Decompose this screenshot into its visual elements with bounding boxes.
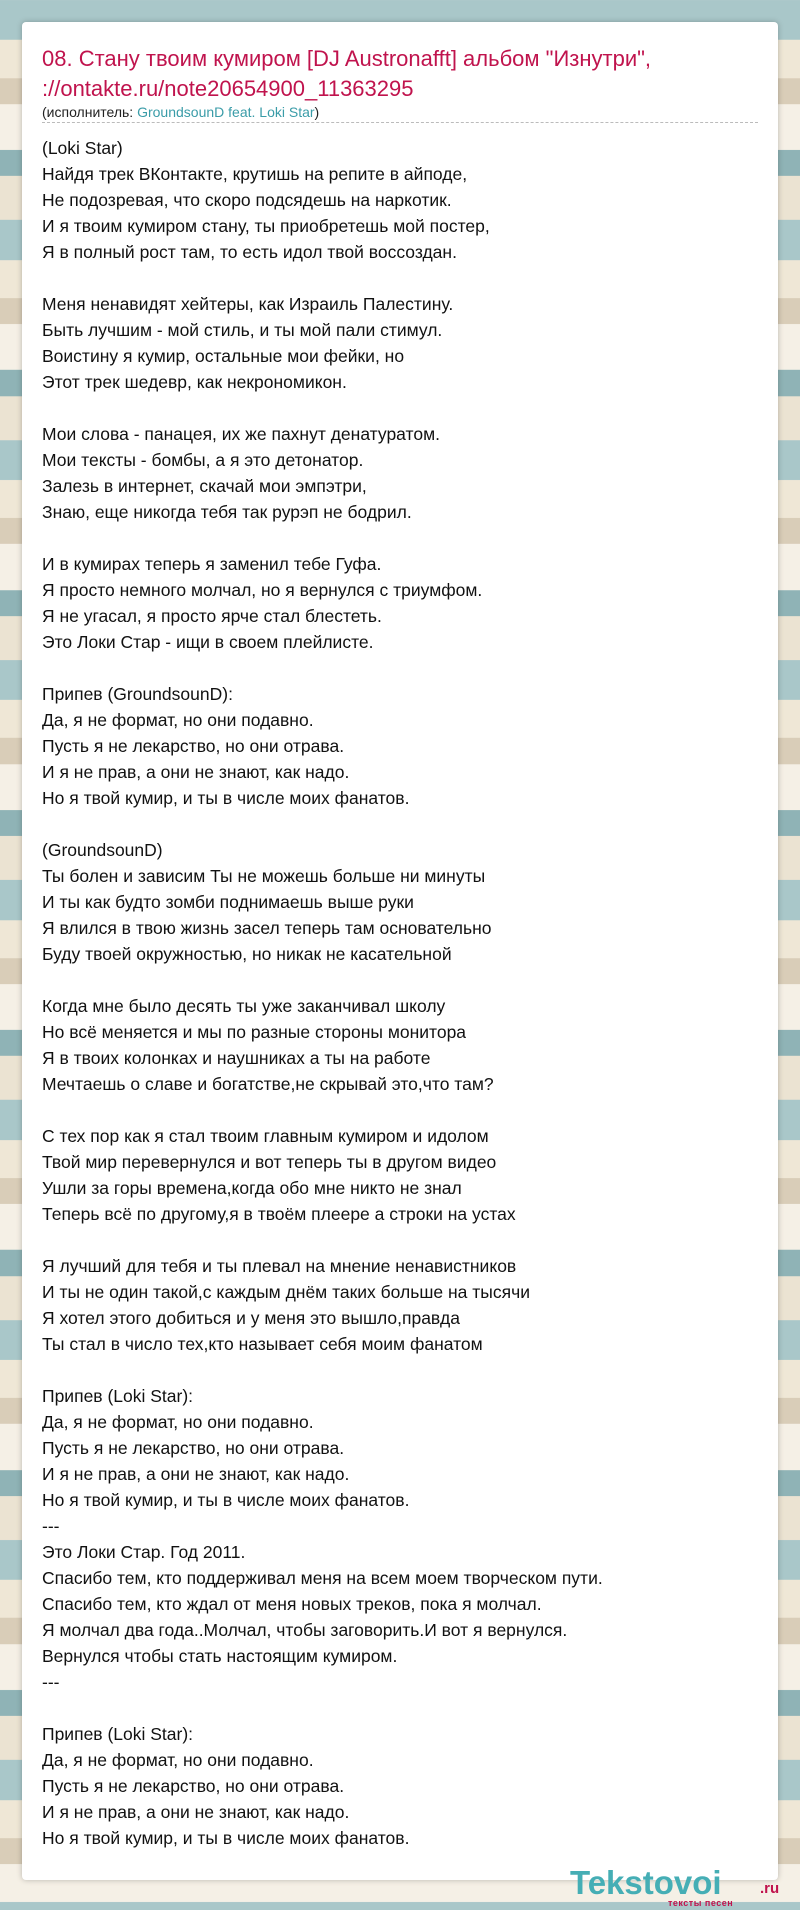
lyric-line: Я не угасал, я просто ярче стал блестеть. [42,606,382,626]
lyric-blank-line [42,655,758,681]
lyric-line: --- [42,1672,60,1692]
lyric-line: Знаю, еще никогда тебя так рурэп не бодрил. [42,502,412,522]
lyric-line: --- [42,1516,60,1536]
lyric-line: Это Локи Стар - ищи в своем плейлисте. [42,632,374,652]
lyric-line: (Loki Star) [42,138,123,158]
lyric-line: И ты не один такой,с каждым днём таких больше на тысячи [42,1282,530,1302]
title-divider [42,122,758,123]
lyric-line: Но всё меняется и мы по разные стороны монитора [42,1022,467,1042]
lyric-line: Да, я не формат, но они подавно. [42,710,314,730]
logo-domain: .ru [760,1880,780,1897]
lyric-line: Да, я не формат, но они подавно. [42,1750,314,1770]
lyric-line: Не подозревая, что скоро подсядешь на наркотик. [42,190,452,210]
lyric-blank-line [42,395,758,421]
lyric-line: Но я твой кумир, и ты в числе моих фанатов. [42,788,410,808]
lyric-blank-line [42,811,758,837]
lyric-line: Припев (GroundsounD): [42,684,233,704]
song-title: 08. Стану твоим кумиром [DJ Austronafft] альбом "Изнутри", ://ontakte.ru/note20654900_11363295 [42,46,652,101]
lyric-line: (GroundsounD) [42,840,163,860]
lyric-line: Но я твой кумир, и ты в числе моих фанатов. [42,1490,410,1510]
site-logo[interactable] [570,1864,794,1910]
lyric-line: Я лучший для тебя и ты плевал на мнение ненавистников [42,1256,517,1276]
lyric-blank-line [42,1227,758,1253]
lyric-line: Воистину я кумир, остальные мои фейки, но [42,346,405,366]
lyric-line: Залезь в интернет, скачай мои эмпэтри, [42,476,367,496]
lyric-line: Мои слова - панацея, их же пахнут денатуратом. [42,424,440,444]
lyric-line: Я влился в твою жизнь засел теперь там основательно [42,918,492,938]
lyric-line: Я просто немного молчал, но я вернулся с триумфом. [42,580,483,600]
lyric-line: Спасибо тем, кто ждал от меня новых треков, пока я молчал. [42,1594,542,1614]
lyric-line: И я не прав, а они не знают, как надо. [42,1464,350,1484]
artist-line [42,103,319,121]
lyric-line: С тех пор как я стал твоим главным кумиром и идолом [42,1126,489,1146]
content-card [22,22,780,1908]
lyric-line: Ушли за горы времена,когда обо мне никто не знал [42,1178,462,1198]
logo-wordmark: Tekstovoi [570,1864,722,1901]
lyric-line: Найдя трек ВКонтакте, крутишь на репите в айподе, [42,164,468,184]
lyric-line: Я в твоих колонках и наушниках а ты на работе [42,1048,431,1068]
lyric-line: Это Локи Стар. Год 2011. [42,1542,246,1562]
lyric-line: Пусть я не лекарство, но они отрава. [42,1776,345,1796]
artist-suffix: ) [314,104,320,120]
artist-link[interactable]: GroundsounD feat. Loki Star [137,104,315,120]
artist-prefix: (исполнитель: [42,104,138,120]
lyric-blank-line [42,967,758,993]
lyric-line: Твой мир перевернулся и вот теперь ты в другом видео [42,1152,497,1172]
lyric-line: Теперь всё по другому,я в твоём плеере а строки на устах [42,1204,516,1224]
lyric-line: Пусть я не лекарство, но они отрава. [42,736,345,756]
lyric-line: Припев (Loki Star): [42,1386,194,1406]
lyric-line: Я хотел этого добиться и у меня это вышло,правда [42,1308,460,1328]
lyric-line: И я твоим кумиром стану, ты приобретешь мой постер, [42,216,490,236]
lyric-blank-line [42,1357,758,1383]
lyric-blank-line [42,1695,758,1721]
lyric-line: Быть лучшим - мой стиль, и ты мой пали стимул. [42,320,443,340]
lyric-blank-line [42,1097,758,1123]
lyric-line: Я молчал два года..Молчал, чтобы заговорить.И вот я вернулся. [42,1620,568,1640]
lyric-line: Мечтаешь о славе и богатстве,не скрывай это,что там? [42,1074,494,1094]
logo-tagline: тексты песен [668,1898,734,1908]
lyric-line: Я в полный рост там, то есть идол твой воссоздан. [42,242,457,262]
lyric-line: Вернулся чтобы стать настоящим кумиром. [42,1646,398,1666]
lyric-line: Когда мне было десять ты уже заканчивал школу [42,996,446,1016]
lyric-line: И я не прав, а они не знают, как надо. [42,762,350,782]
lyric-line: Припев (Loki Star): [42,1724,194,1744]
lyric-line: Но я твой кумир, и ты в числе моих фанатов. [42,1828,410,1848]
lyric-blank-line [42,265,758,291]
lyric-line: И ты как будто зомби поднимаешь выше руки [42,892,414,912]
lyric-line: Спасибо тем, кто поддерживал меня на всем моем творческом пути. [42,1568,603,1588]
lyric-line: Пусть я не лекарство, но они отрава. [42,1438,345,1458]
lyric-line: Мои тексты - бомбы, а я это детонатор. [42,450,364,470]
lyric-line: Ты болен и зависим Ты не можешь больше ни минуты [42,866,486,886]
lyric-line: Ты стал в число тех,кто называет себя моим фанатом [42,1334,483,1354]
lyric-line: Да, я не формат, но они подавно. [42,1412,314,1432]
lyric-line: И я не прав, а они не знают, как надо. [42,1802,350,1822]
lyric-line: И в кумирах теперь я заменил тебе Гуфа. [42,554,382,574]
lyrics-text [42,135,758,1851]
lyric-blank-line [42,525,758,551]
lyric-line: Меня ненавидят хейтеры, как Израиль Палестину. [42,294,454,314]
lyric-line: Буду твоей окружностью, но никак не касательной [42,944,452,964]
lyric-line: Этот трек шедевр, как некрономикон. [42,372,347,392]
